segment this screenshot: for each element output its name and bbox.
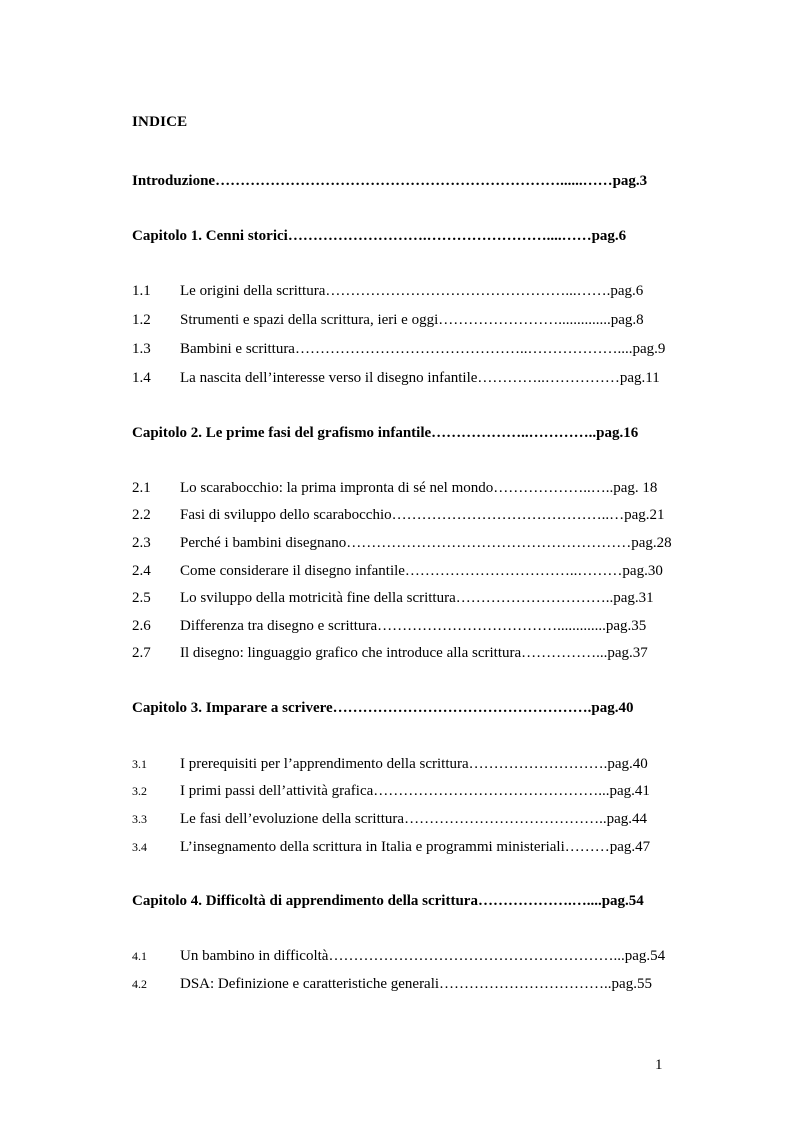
toc-entry xyxy=(132,644,648,662)
toc-entry-number: 2.3 xyxy=(132,535,151,551)
toc-entry-text: Lo sviluppo della motricità fine della scrittura…………………………..pag.31 xyxy=(180,590,654,606)
toc-entry xyxy=(132,782,650,800)
toc-entry-number: 2.2 xyxy=(132,507,151,523)
toc-entry-text: Un bambino in difficoltà…………………………………………………...pag.54 xyxy=(180,948,666,964)
toc-entry-number: 3.4 xyxy=(132,840,147,854)
toc-entry-number: 2.1 xyxy=(132,480,151,496)
toc-entry xyxy=(132,947,665,965)
toc-entry-number: 2.4 xyxy=(132,563,151,579)
toc-entry xyxy=(132,534,672,552)
toc-entry xyxy=(132,506,665,524)
toc-entry-number: 2.6 xyxy=(132,618,151,634)
toc-entry-number: 1.3 xyxy=(132,341,151,357)
toc-entry-text: Differenza tra disegno e scrittura……………………………….............pag.35 xyxy=(180,618,647,634)
toc-entry-text: Il disegno: linguaggio grafico che introduce alla scrittura……………...pag.37 xyxy=(180,645,648,661)
toc-entry-text: La nascita dell’interesse verso il disegno infantile…………..……………pag.11 xyxy=(180,370,660,386)
toc-entry-text: Bambini e scrittura………………………………………..………………....pag.9 xyxy=(180,341,666,357)
toc-entry-number: 4.2 xyxy=(132,977,147,991)
toc-entry-text: DSA: Definizione e caratteristiche generali……………………………..pag.55 xyxy=(180,976,652,992)
toc-entry-text: L’insegnamento della scrittura in Italia e programmi ministeriali………pag.47 xyxy=(180,839,651,855)
toc-entry-number: 1.1 xyxy=(132,283,151,299)
toc-entry xyxy=(132,975,652,993)
toc-entry-number: 4.1 xyxy=(132,949,147,963)
toc-entry xyxy=(132,340,665,358)
toc-entry-number: 1.4 xyxy=(132,370,151,386)
toc-entry xyxy=(132,589,654,607)
toc-entry-text: Fasi di sviluppo dello scarabocchio……………………………………..…pag.21 xyxy=(180,507,665,523)
toc-entry-text: Come considerare il disegno infantile……………………………..………pag.30 xyxy=(180,563,663,579)
toc-entry xyxy=(132,562,663,580)
toc-chapter-1: Capitolo 1. Cenni storici……………………….……………………....……pag.6 xyxy=(132,228,627,244)
toc-entry-text: Lo scarabocchio: la prima impronta di sé nel mondo………………..…..pag. 18 xyxy=(180,480,658,496)
toc-entry-number: 3.2 xyxy=(132,784,147,798)
toc-entry xyxy=(132,810,647,828)
toc-entry-text: I primi passi dell’attività grafica………………………………………...pag.41 xyxy=(180,783,650,799)
toc-entry xyxy=(132,282,643,300)
toc-chapter-4: Capitolo 4. Difficoltà di apprendimento della scrittura……………….…....pag.54 xyxy=(132,893,644,909)
toc-entry-text: Strumenti e spazi della scrittura, ieri e oggi……………………..............pag.8 xyxy=(180,312,644,328)
toc-entry-number: 2.5 xyxy=(132,590,151,606)
toc-entry xyxy=(132,755,648,773)
toc-entry-number: 2.7 xyxy=(132,645,151,661)
toc-entry-number: 3.3 xyxy=(132,812,147,826)
toc-entry xyxy=(132,617,646,635)
toc-entry xyxy=(132,369,660,387)
index-heading: INDICE xyxy=(132,114,188,130)
toc-entry xyxy=(132,838,650,856)
toc-entry-text: Perché i bambini disegnano…………………………………………………pag.28 xyxy=(180,535,672,551)
toc-introduction: Introduzione……………………………………………………………......……pag.3 xyxy=(132,173,648,189)
toc-entry-text: Le fasi dell’evoluzione della scrittura…………………………………..pag.44 xyxy=(180,811,647,827)
toc-entry-number: 3.1 xyxy=(132,757,147,771)
toc-chapter-3: Capitolo 3. Imparare a scrivere…………………………………………….pag.40 xyxy=(132,700,634,716)
toc-entry xyxy=(132,479,657,497)
toc-entry-text: I prerequisiti per l’apprendimento della scrittura……………………….pag.40 xyxy=(180,756,648,772)
toc-chapter-2: Capitolo 2. Le prime fasi del grafismo infantile………………..…………..pag.16 xyxy=(132,425,639,441)
toc-entry-text: Le origini della scrittura…………………………………………...…….pag.6 xyxy=(180,283,644,299)
toc-entry-number: 1.2 xyxy=(132,312,151,328)
toc-entry xyxy=(132,311,644,329)
page-number: 1 xyxy=(655,1057,663,1073)
